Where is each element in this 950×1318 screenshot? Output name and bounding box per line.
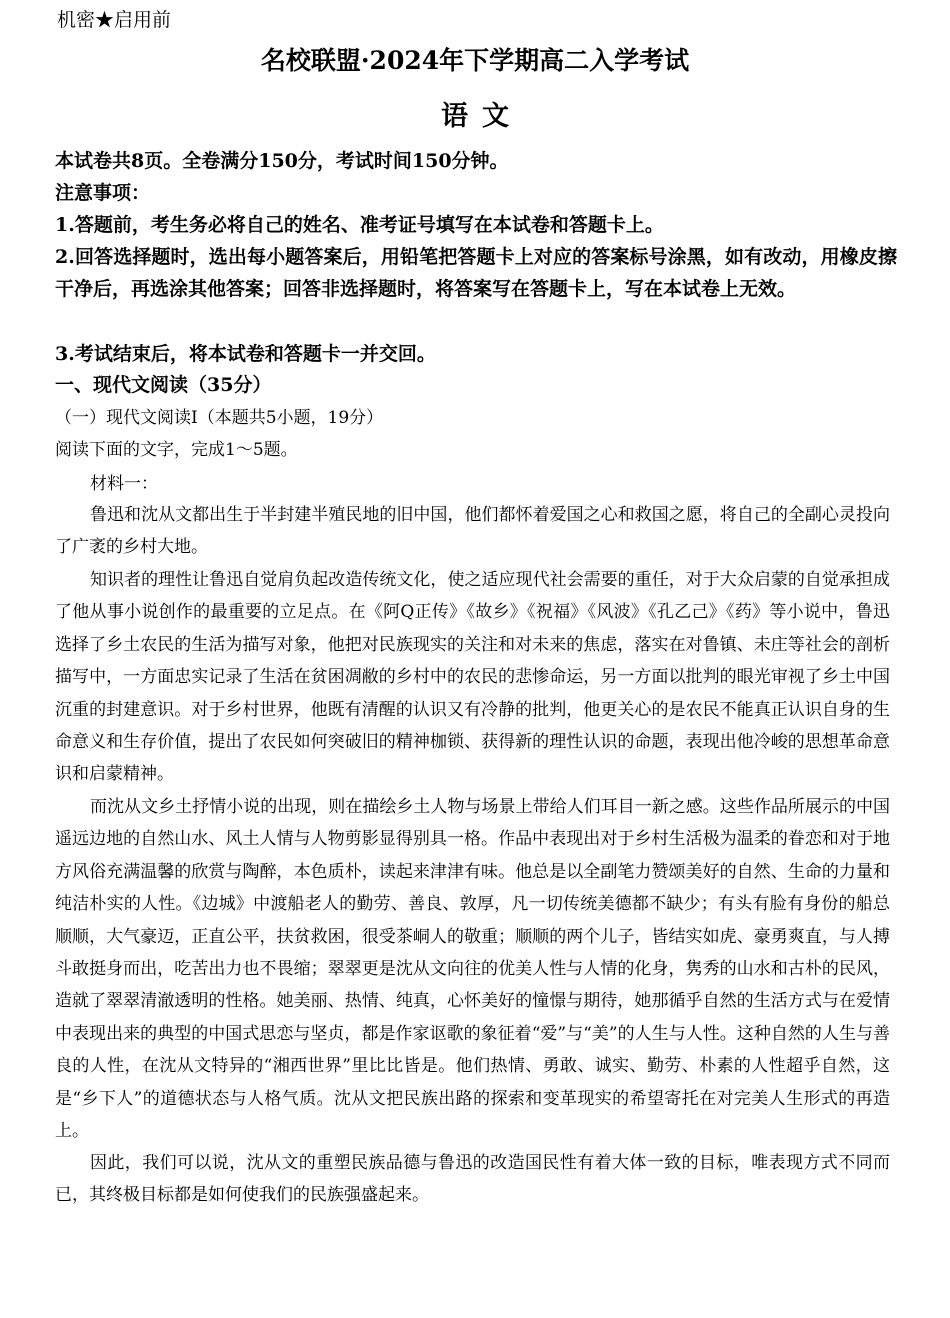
paragraph-3: 而沈从文乡土抒情小说的出现，则在描绘乡土人物与场景上带给人们耳目一新之感。这些作品所展示的中国遥远边地的自然山水、风土人情与人物剪影显得别具一格。作品中表现出对于乡村生活极为温柔的眷恋和对于地方风俗充满温馨的欣赏与陶醉，本色质朴，读起来津津有味。他总是以全副笔力赞颂美好的自然、生命的力量和纯洁朴实的人性。《边城》中渡船老人的勤劳、善良、敦厚，凡一切传统美德都不缺少；有头有脸有身份的船总顺顺，大气豪迈，正直公平，扶贫救困，很受茶峒人的敬重；顺顺的两个儿子，皆结实如虎、豪勇爽直，与人搏斗敢挺身而出，吃苦出力也不畏缩；翠翠更是沈从文向往的优美人性与人情的化身，隽秀的山水和古朴的民风，造就了翠翠清澈透明的性格。她美丽、热情、纯真，心怀美好的憧憬与期待，她那循乎自然的生活方式与在爱情中表现出来的典型的中国式思恋与坚贞，都是作家讴歌的象征着“爱”与“美”的人生与人性。这种自然的人生与善良的人性，在沈从文特异的“湘西世界”里比比皆是。他们热情、勇敢、诚实、勤劳、朴素的人性超乎自然，这是“乡下人”的道德状态与人格气质。沈从文把民族出路的探索和变革现实的希望寄托在对完美人生形式的再造上。 (55, 797, 890, 1142)
reading-instruction: 阅读下面的文字，完成1～5题。 (55, 440, 298, 460)
note-item-1: 1.答题前，考生务必将自己的姓名、准考证号填写在本试卷和答题卡上。 (55, 214, 664, 236)
notes-heading: 注意事项： (55, 182, 151, 204)
subsection-title: （一）现代文阅读Ⅰ（本题共5小题，19分） (55, 408, 384, 428)
paragraph-2: 知识者的理性让鲁迅自觉肩负起改造传统文化，使之适应现代社会需要的重任，对于大众启蒙的自觉承担成了他从事小说创作的最重要的立足点。在《阿Q正传》《故乡》《祝福》《风波》《孔乙己》《药》等小说中，鲁迅选择了乡土农民的生活为描写对象，他把对民族现实的关注和对未来的焦虑，落实在对鲁镇、未庄等社会的剖析描写中，一方面忠实记录了生活在贫困凋敝的乡村中的农民的悲惨命运，另一方面以批判的眼光审视了乡土中国沉重的封建意识。对于乡村世界，他既有清醒的认识又有冷静的批判，他更关心的是农民不能真正认识自身的生命意义和生存价值，提出了农民如何突破旧的精神枷锁、获得新的理性认识的命题，表现出他冷峻的思想革命意识和启蒙精神。 (55, 570, 890, 785)
section-title: 一、现代文阅读（35分） (55, 374, 272, 396)
note-item-2: 2.回答选择题时，选出每小题答案后，用铅笔把答题卡上对应的答案标号涂黑，如有改动，用橡皮擦干净后，再选涂其他答案；回答非选择题时，将答案写在答题卡上，写在本试卷上无效。 (55, 246, 897, 300)
material-label: 材料一： (90, 474, 158, 494)
subject-title: 语文 (441, 101, 523, 132)
exam-title: 名校联盟·2024年下学期高二入学考试 (260, 46, 690, 75)
paragraph-4: 因此，我们可以说，沈从文的重塑民族品德与鲁迅的改造国民性有着大体一致的目标，唯表现方式不同而已，其终极目标都是如何使我们的民族强盛起来。 (55, 1153, 890, 1206)
confidential-label: 机密★启用前 (57, 9, 172, 31)
note-item-3: 3.考试结束后，将本试卷和答题卡一并交回。 (55, 343, 436, 365)
paragraph-1: 鲁迅和沈从文都出生于半封建半殖民地的旧中国，他们都怀着爱国之心和救国之愿，将自己的全副心灵投向了广袤的乡村大地。 (55, 505, 890, 558)
exam-info: 本试卷共8页。全卷满分150分，考试时间150分钟。 (55, 150, 509, 172)
